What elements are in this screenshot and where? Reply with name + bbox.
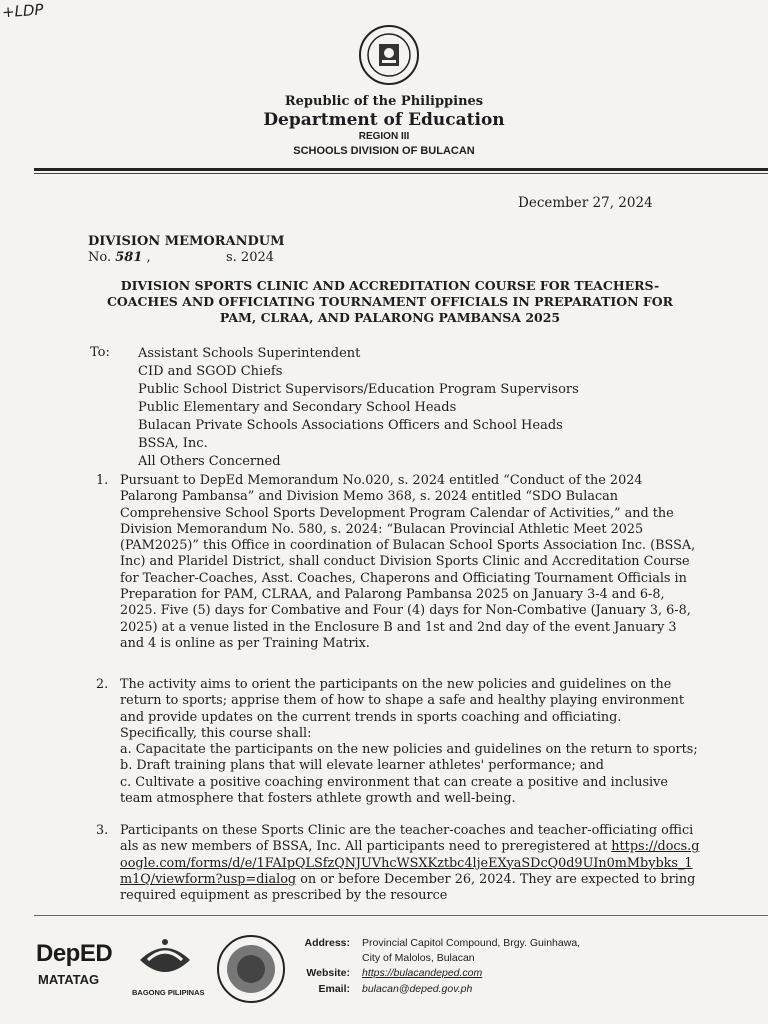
recipient-item: Assistant Schools Superintendent [138, 346, 361, 361]
memo-no-value: 581 [115, 250, 143, 265]
paragraph-number: 2. [96, 677, 109, 692]
email-label: Email: [318, 983, 350, 995]
recipient-item: Public School District Supervisors/Education Program Supervisors [138, 382, 579, 397]
website-link[interactable]: https://bulacandeped.com [362, 967, 483, 979]
department-heading: Department of Education [263, 110, 505, 130]
division-heading: SCHOOLS DIVISION OF BULACAN [293, 145, 475, 157]
memo-subject: DIVISION SPORTS CLINIC AND ACCREDITATION COURSE FOR TEACHERS-COACHES AND OFFICIATING TOURNAMENT OFFICIALS IN PREPARATION FOR PAM, CLRAA, AND PALARONG PAMBANSA 2025 [106, 278, 674, 325]
memo-date: December 27, 2024 [518, 195, 653, 211]
recipient-item: BSSA, Inc. [138, 436, 208, 451]
paragraph-number: 1. [96, 473, 109, 488]
handwritten-note: +LDP [1, 0, 45, 22]
deped-logo: DepED [36, 940, 113, 967]
paragraph-text: Pursuant to DepEd Memorandum No.020, s. 2024 entitled “Conduct of the 2024 Palarong Pambansa” and Division Memo 368, s. 2024 entitled “SDO Bulacan Comprehensive School Sports Development Program Calendar of Activities,” and the Division Memorandum No. 580, s. 2024: “Bulacan Provincial Athletic Meet 2025 (PAM2025)” this Office in coordination of Bulacan School Sports Association Inc. (BSSA, Inc) and Plaridel District, shall conduct Division Sports Clinic and Accreditation Course for Teacher-Coaches, Asst. Coaches, Chaperons and Officiating Tournament Officials in Preparation for PAM, CLRAA, and Palarong Pambansa 2025 on January 3-4 and 6-8, 2025. Five (5) days for Combative and Four (4) days for Non-Combative (January 3, 6-8, 2025) at a venue listed in the Enclosure B and 1st and 2nd day of the event January 3 and 4 is online as per Training Matrix. [120, 473, 696, 651]
matatag-logo: MATATAG [38, 972, 100, 987]
paragraph-body [120, 677, 700, 807]
paragraph-body [120, 823, 700, 904]
bagong-pilipinas-logo-icon [134, 934, 196, 986]
website-label: Website: [306, 967, 350, 979]
republic-heading: Republic of the Philippines [284, 94, 484, 109]
paragraph-text: The activity aims to orient the participants on the new policies and guidelines on the return to sports; apprise them of how to shape a safe and healthy playing environment and provide updates on the current trends in sports coaching and officiating. Specifically, this course shall: [120, 677, 684, 741]
division-seal-icon [216, 934, 286, 1004]
list-item: b. Draft training plans that will elevate learner athletes' performance; and [120, 758, 604, 774]
memo-number [88, 250, 275, 265]
memo-series: s. 2024 [226, 250, 275, 265]
region-heading: REGION III [358, 131, 410, 142]
deped-seal-icon [358, 24, 420, 86]
memo-no-label: No. [88, 250, 112, 265]
recipient-item: All Others Concerned [138, 454, 281, 469]
recipient-list [138, 345, 579, 471]
list-item: a. Capacitate the participants on the new policies and guidelines on the return to sports; [120, 742, 698, 758]
memo-title: DIVISION MEMORANDUM [88, 234, 285, 249]
recipient-item: CID and SGOD Chiefs [138, 364, 283, 379]
address-line-1: Provincial Capitol Compound, Brgy. Guinhawa, [362, 937, 581, 949]
recipient-item: Public Elementary and Secondary School Heads [138, 400, 457, 415]
bagong-pilipinas-text: BAGONG PILIPINAS [132, 988, 205, 997]
paragraph-text-after: on or before December 26, 2024. They are expected to bring required equipment as prescribed by the resource [120, 871, 696, 904]
to-label: To: [90, 345, 110, 360]
footer-divider [34, 915, 768, 916]
header-divider [34, 168, 768, 171]
memo-no-sep: , [146, 250, 151, 265]
list-item: c. Cultivate a positive coaching environment that can create a positive and inclusive team atmosphere that fosters athlete growth and well-being. [120, 774, 668, 807]
recipient-item: Bulacan Private Schools Associations Officers and School Heads [138, 418, 563, 433]
email-link[interactable]: bulacan@deped.gov.ph [362, 983, 473, 995]
paragraph-number: 3. [96, 823, 109, 838]
paragraph-text: Participants on these Sports Clinic are the teacher-coaches and teacher-officiating officials as new members of BSSA, Inc. All participants need to preregistered at [120, 823, 694, 855]
address-label: Address: [304, 937, 350, 949]
header-divider-thin [34, 173, 768, 174]
registration-link[interactable]: https://docs.google.com/forms/d/e/1FAIpQLSfzQNJUVhcWSXKztbc4ljeEXyaSDcQ0d9UIn0mMbybks_1m1Q/viewform?usp=dialog [120, 839, 700, 887]
address-line-2: City of Malolos, Bulacan [362, 952, 475, 964]
